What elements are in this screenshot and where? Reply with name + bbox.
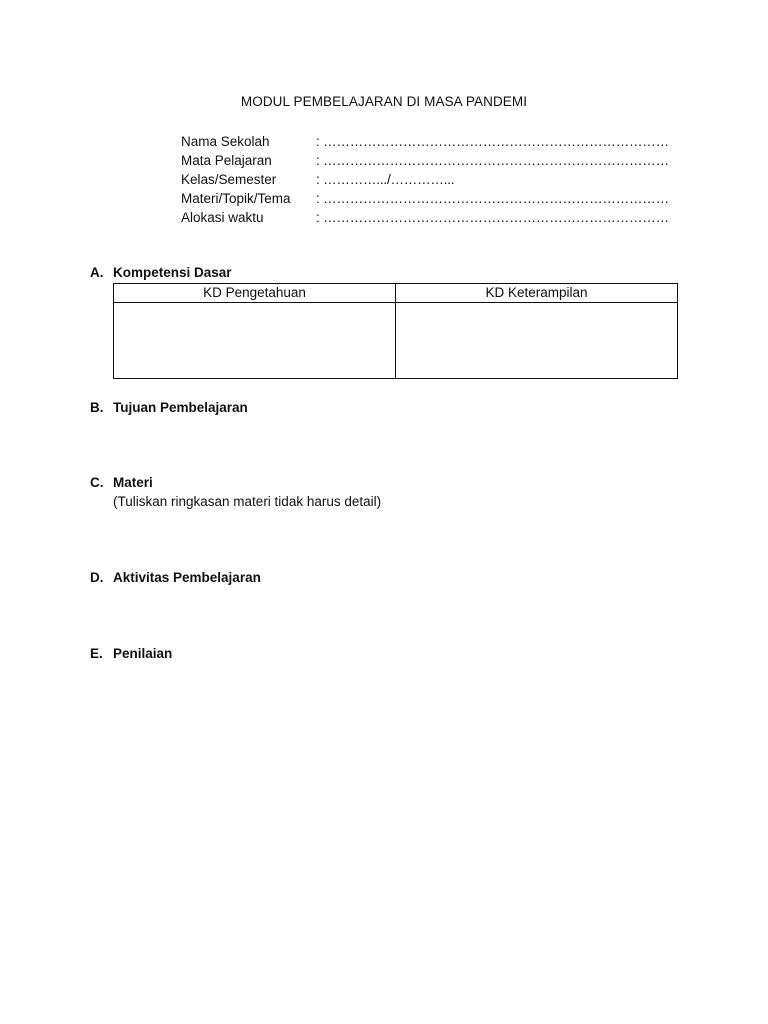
document-title: MODUL PEMBELAJARAN DI MASA PANDEMI — [240, 94, 528, 109]
table-header-row — [114, 284, 678, 303]
section-title: Materi — [113, 475, 153, 490]
kd-pengetahuan-cell — [114, 303, 396, 379]
identity-label: Nama Sekolah — [181, 134, 270, 149]
identity-row-mata-pelajaran — [181, 151, 669, 170]
identity-block — [181, 132, 669, 227]
table-row — [114, 303, 678, 379]
identity-row-nama-sekolah — [181, 132, 669, 151]
identity-row-kelas-semester — [181, 170, 669, 189]
section-letter: A. — [90, 265, 104, 280]
section-c-heading — [90, 475, 153, 490]
section-title: Penilaian — [113, 646, 173, 661]
identity-label: Materi/Topik/Tema — [181, 191, 291, 206]
section-e-heading — [90, 646, 172, 661]
section-title: Tujuan Pembelajaran — [113, 400, 248, 415]
kd-table — [113, 283, 678, 379]
section-title: Aktivitas Pembelajaran — [113, 570, 261, 585]
section-c-note: (Tuliskan ringkasan materi tidak harus detail) — [113, 494, 382, 509]
identity-label: Mata Pelajaran — [181, 153, 272, 168]
section-b-heading — [90, 400, 248, 415]
identity-row-materi-topik-tema — [181, 189, 669, 208]
identity-row-alokasi-waktu — [181, 208, 669, 227]
section-d-heading — [90, 570, 261, 585]
identity-value: : …………………………………………………………………… — [316, 134, 669, 149]
section-title: Kompetensi Dasar — [113, 265, 232, 280]
identity-value: : ………….../…………... — [316, 172, 455, 187]
section-letter: C. — [90, 475, 104, 490]
identity-label: Kelas/Semester — [181, 172, 277, 187]
kd-keterampilan-header: KD Keterampilan — [396, 284, 678, 303]
section-a-heading — [90, 265, 232, 280]
kd-keterampilan-cell — [396, 303, 678, 379]
section-letter: B. — [90, 400, 104, 415]
identity-value: : …………………………………………………………………… — [316, 210, 669, 225]
section-letter: D. — [90, 570, 104, 585]
identity-value: : …………………………………………………………………… — [316, 191, 669, 206]
section-letter: E. — [90, 646, 103, 661]
identity-value: : …………………………………………………………………… — [316, 153, 669, 168]
kd-pengetahuan-header: KD Pengetahuan — [114, 284, 396, 303]
identity-label: Alokasi waktu — [181, 210, 264, 225]
